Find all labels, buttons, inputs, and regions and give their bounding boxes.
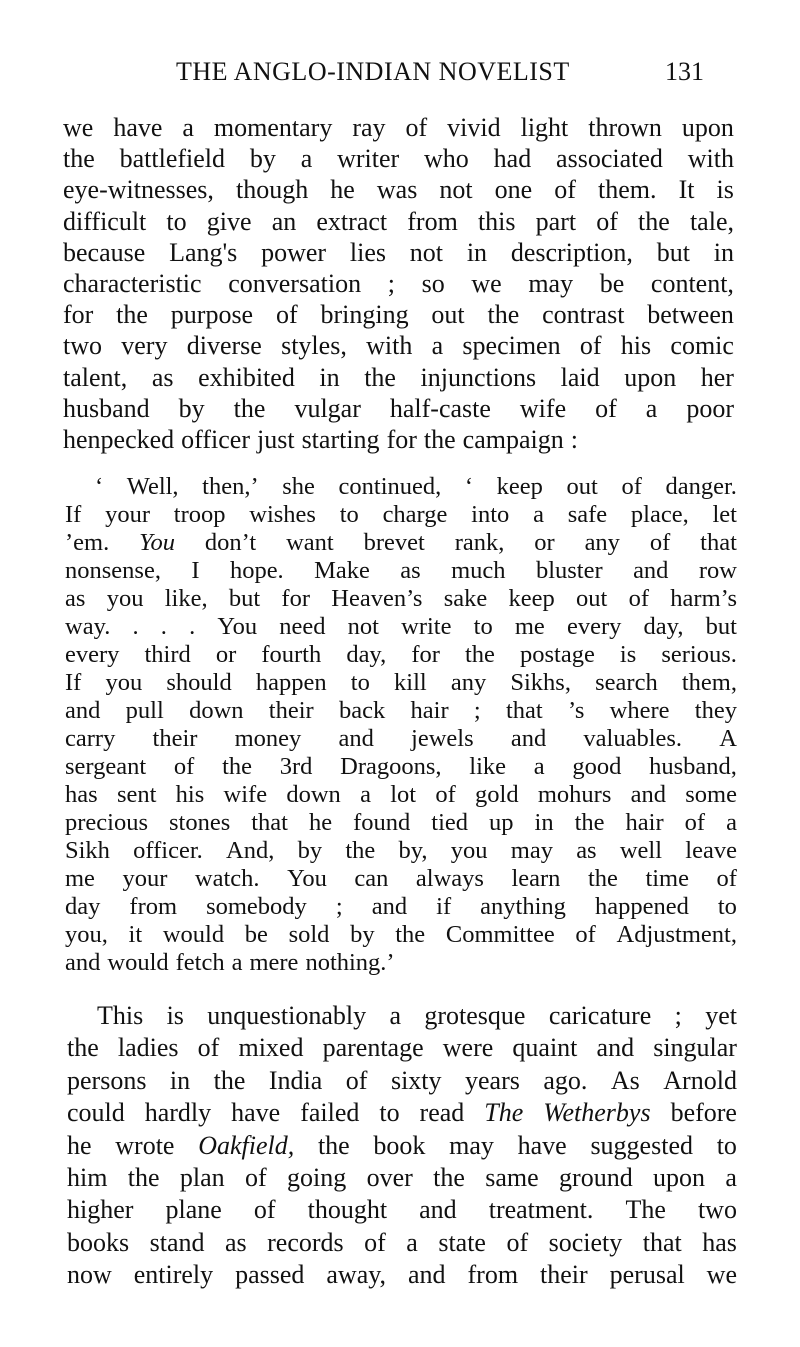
p2-line: the ladies of mixed parentage were quaint and singular [67, 1033, 737, 1062]
quote-line: If your troop wishes to charge into a safe place, let [65, 501, 737, 528]
quote-line: nonsense, I hope. Make as much bluster and row [65, 557, 737, 584]
quote-line: day from somebody ; and if anything happened to [65, 893, 737, 920]
quote-line: ’em. You don’t want brevet rank, or any of that [65, 529, 737, 556]
quote-line: precious stones that he found tied up in the hair of a [65, 809, 737, 836]
p2-line: books stand as records of a state of society that has [67, 1228, 737, 1257]
quote-line: has sent his wife down a lot of gold mohurs and some [65, 781, 737, 808]
quote-line: and would fetch a mere nothing.’ [65, 949, 395, 976]
p2-line: he wrote Oakfield, the book may have suggested to [67, 1131, 737, 1160]
quote-line: every third or fourth day, for the postage is serious. [65, 641, 737, 668]
p1-line: characteristic conversation ; so we may be content, [63, 269, 734, 298]
p2-line: now entirely passed away, and from their perusal we [67, 1260, 737, 1289]
p1-line: talent, as exhibited in the injunctions laid upon her [63, 363, 734, 392]
quote-line: sergeant of the 3rd Dragoons, like a good husband, [65, 753, 737, 780]
p1-line: henpecked officer just starting for the campaign : [63, 425, 578, 454]
p1-line: husband by the vulgar half-caste wife of a poor [63, 394, 734, 423]
p1-line: we have a momentary ray of vivid light thrown upon [63, 113, 734, 142]
quote-line: me your watch. You can always learn the time of [65, 865, 737, 892]
page-number: 131 [665, 57, 704, 86]
p1-line: two very diverse styles, with a specimen of his comic [63, 331, 734, 360]
p1-line: eye-witnesses, though he was not one of them. It is [63, 175, 734, 204]
quote-line: Sikh officer. And, by the by, you may as well leave [65, 837, 737, 864]
quote-line: way. . . . You need not write to me every day, but [65, 613, 737, 640]
p1-line: for the purpose of bringing out the contrast between [63, 300, 734, 329]
running-head: THE ANGLO-INDIAN NOVELIST [176, 57, 570, 86]
quote-line: you, it would be sold by the Committee of Adjustment, [65, 921, 737, 948]
quote-line: ‘ Well, then,’ she continued, ‘ keep out of danger. [95, 473, 737, 500]
quote-line: as you like, but for Heaven’s sake keep out of harm’s [65, 585, 737, 612]
quote-line: carry their money and jewels and valuables. A [65, 725, 737, 752]
p1-line: because Lang's power lies not in description, but in [63, 238, 734, 267]
p2-line: him the plan of going over the same ground upon a [67, 1163, 737, 1192]
p1-line: difficult to give an extract from this part of the tale, [63, 207, 734, 236]
p1-line: the battlefield by a writer who had associated with [63, 144, 734, 173]
p2-line: persons in the India of sixty years ago. As Arnold [67, 1066, 737, 1095]
quote-line: If you should happen to kill any Sikhs, search them, [65, 669, 737, 696]
p2-line: This is unquestionably a grotesque caricature ; yet [97, 1001, 737, 1030]
quote-line: and pull down their back hair ; that ’s where they [65, 697, 737, 724]
p2-line: higher plane of thought and treatment. The two [67, 1195, 737, 1224]
p2-line: could hardly have failed to read The Wetherbys before [67, 1098, 737, 1127]
